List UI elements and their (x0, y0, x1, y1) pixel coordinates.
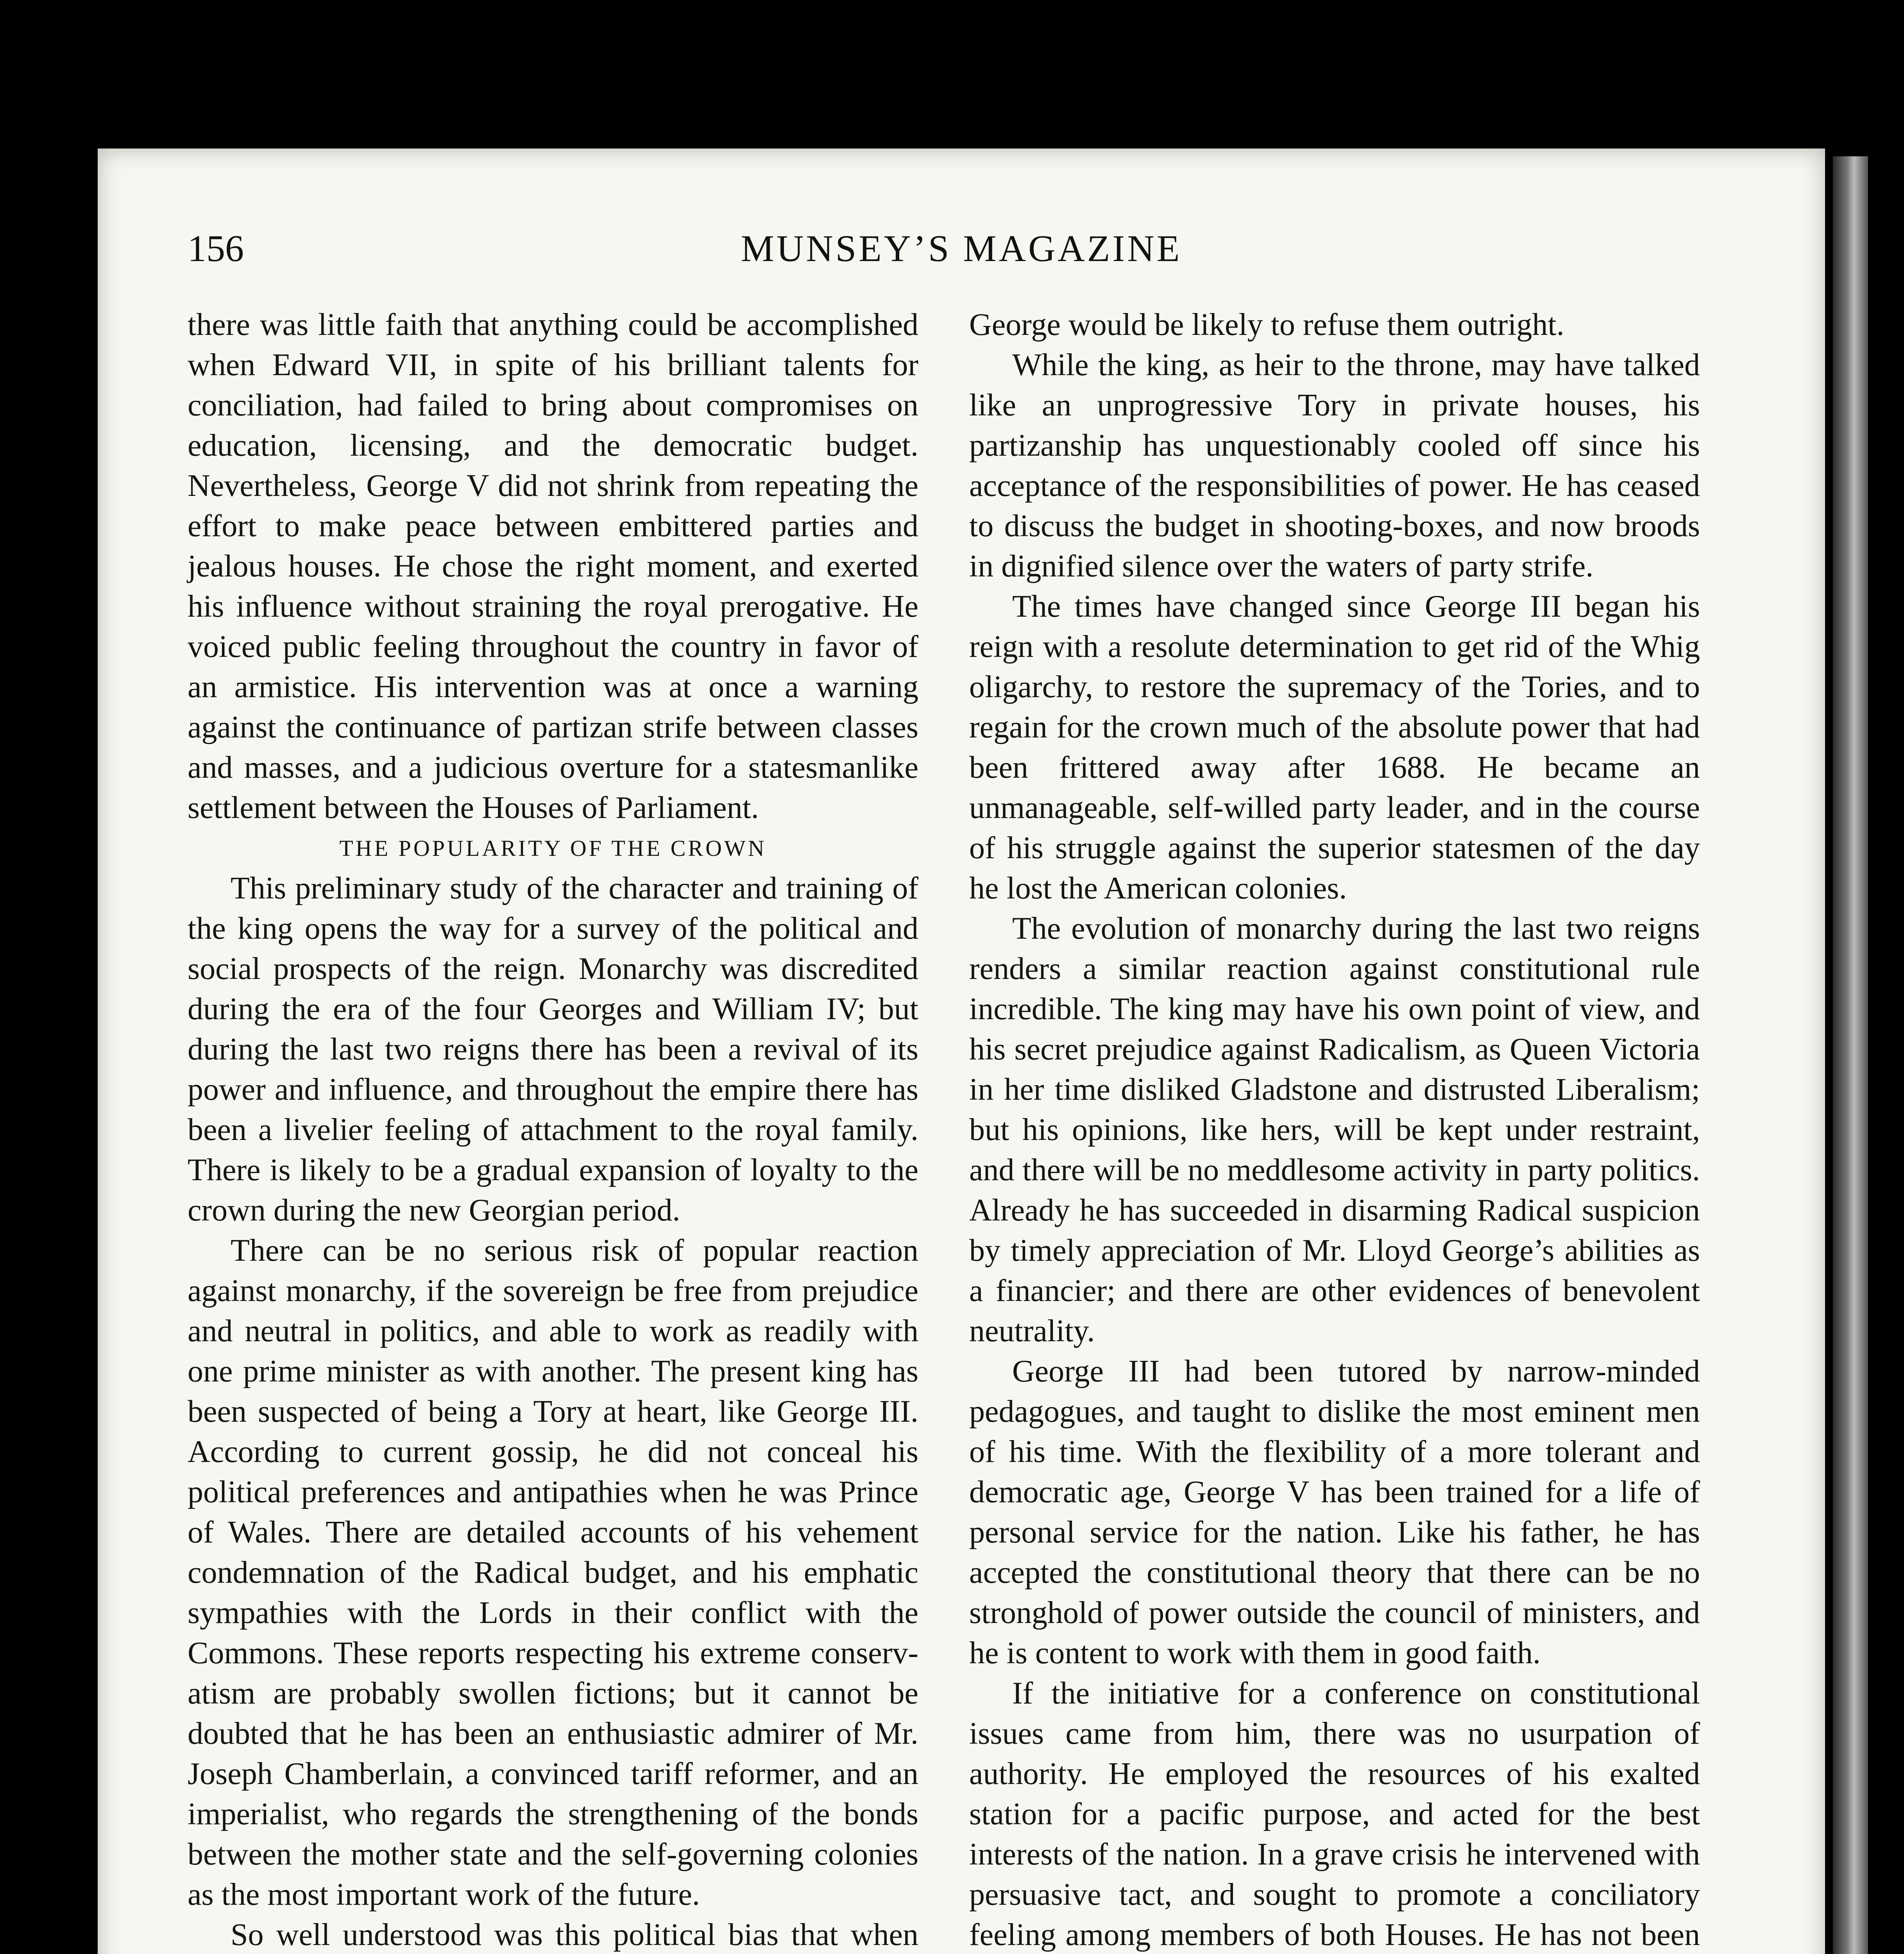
section-heading-popularity: THE POPULARITY OF THE CROWN (339, 836, 767, 861)
paragraph: George III had been tutored by narrow-minded pedagogues, and taught to dislike the most eminent men of his time. With the flexibility of a more tolerant and democratic age, George V has been trained for a life of personal service for the nation. Like his father, he has accepted the constitutional theory that there can be no stronghold of power outside the council of ministers, and he is content to work with them in good faith. (969, 1354, 1700, 1670)
paragraph: If the initiative for a conference on constitutional issues came from him, there was no usurpation of authority. He employed the resources of his exalted station for a pacific purpose, and acted for the best interests of the nation. In a grave crisis he intervened with persuasive tact, and sought to promote a conciliatory feeling among members of both Houses. He has not been (969, 1676, 1700, 1952)
paragraph: there was little faith that anything could be accomplished when Edward VII, in spite of his brilliant talents for conciliation, had failed to bring about compromises on education, licensing, and the democratic budget. Nevertheless, George V did not shrink from repeating the effort to make peace between embittered parties and jealous houses. He chose the right moment, and exerted his influence without straining the royal prerogative. He voiced public feeling throughout the country in favor of an armistice. His intervention was at once a warning against the continuance of partizan strife between classes and masses, and a judicious overture for a statesmanlike settlement between the Houses of Parliament. (188, 308, 918, 825)
adjacent-page-edge (1833, 156, 1868, 1954)
paragraph: There can be no serious risk of popular reaction against monarchy, if the sovereign be free from prejudice and neutral in politics, and able to work as readily with one prime minister as with another. The present king has been suspected of being a Tory at heart, like George III. According to current gossip, he did not conceal his political preferences and antipathies when he was Prince of Wales. There are detailed accounts of his vehement condemnation of the Radical budget, and his emphatic sympathies with the Lords in their conflict with the Commons. These reports respecting his extreme conservatism are probably swollen fictions; but it cannot be doubted that he has been an enthusiastic admirer of Mr. Joseph Chamberlain, a convinced tariff reformer, and an imperialist, who regards the strengthening of the bonds between the mother state and the self-governing colonies as the most important work of the future. (188, 1233, 918, 1912)
magazine-page (98, 149, 1825, 1954)
left-column (188, 305, 918, 1954)
running-title: MUNSEY’S MAGAZINE (741, 227, 1182, 269)
paragraph: While the king, as heir to the throne, may have talked like an unprogressive Tory in private houses, his partizanship has unquestionably cooled off since his acceptance of the responsibilities of power. He has ceased to discuss the budget in shooting-boxes, and now broods in dignified silence over the waters of party strife. (969, 348, 1700, 583)
paragraph: This preliminary study of the character and training of the king opens the way for a survey of the political and social prospects of the reign. Monarchy was discredited during the era of the four Georges and William IV; but during the last two reigns there has been a revival of its power and influence, and throughout the empire there has been a livelier feeling of attachment to the royal family. There is likely to be a gradual expansion of loyalty to the crown during the new Georgian period. (188, 871, 918, 1228)
page-header (188, 211, 1735, 277)
paragraph: The evolution of monarchy during the last two reigns renders a similar reaction against constitutional rule incredible. The king may have his own point of view, and his secret prejudice against Radicalism, as Queen Victoria in her time disliked Gladstone and distrusted Liberalism; but his opinions, like hers, will be kept under restraint, and there will be no meddlesome activity in party politics. Already he has succeeded in disarming Radical suspicion by timely appreciation of Mr. Lloyd George’s abilities as a financier; and there are other evidences of benevolent neutrality. (969, 911, 1700, 1348)
paragraph: The times have changed since George III began his reign with a resolute determination to get rid of the Whig oligarchy, to restore the supremacy of the Tories, and to regain for the crown much of the absolute power that had been frittered away after 1688. He became an unmanageable, self-willed party leader, and in the course of his struggle against the superior statesmen of the day he lost the American colonies. (969, 589, 1700, 905)
page-number: 156 (188, 227, 244, 269)
paragraph: George would be likely to refuse them outright. (969, 308, 1564, 342)
right-column (969, 305, 1700, 1954)
paragraph: So well understood was this political bias that when (231, 1918, 918, 1952)
